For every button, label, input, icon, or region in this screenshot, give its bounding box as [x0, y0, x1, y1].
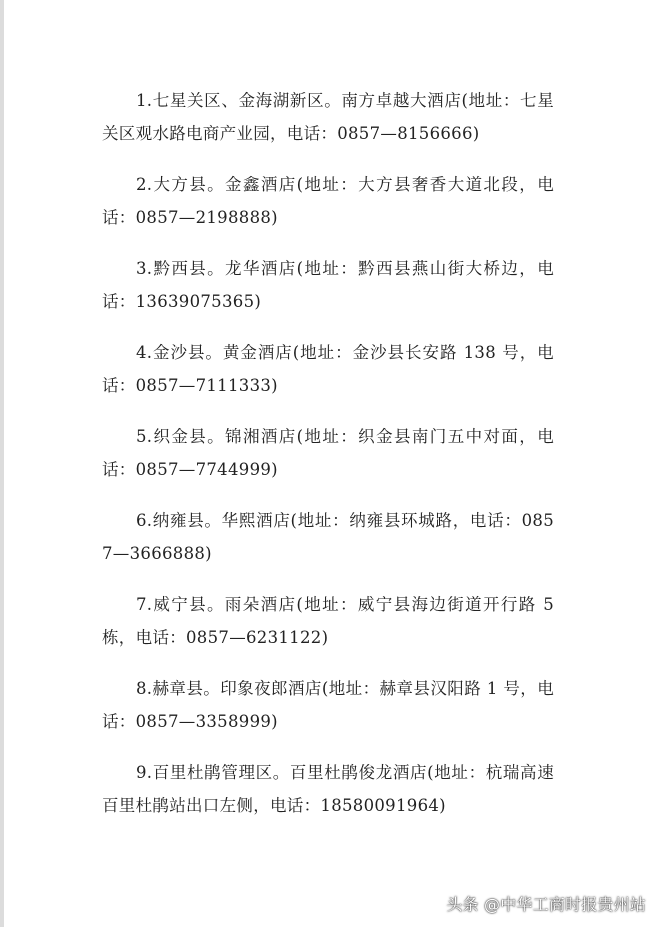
hotel-entry-1: 1.七星关区、金海湖新区。南方卓越大酒店(地址：七星关区观水路电商产业园，电话：0857—8156666): [102, 91, 554, 143]
hotel-entry-9: 9.百里杜鹃管理区。百里杜鹃俊龙酒店(地址：杭瑞高速百里杜鹃站出口左侧，电话：18580091964): [102, 763, 554, 815]
hotel-entry-4: 4.金沙县。黄金酒店(地址：金沙县长安路 138 号，电话：0857—7111333): [102, 343, 554, 395]
page-left-border: [0, 0, 4, 927]
document-body: [102, 84, 554, 840]
hotel-entry-2: 2.大方县。金鑫酒店(地址：大方县奢香大道北段，电话：0857—2198888): [102, 175, 554, 227]
hotel-entry-3: 3.黔西县。龙华酒店(地址：黔西县燕山街大桥边，电话：13639075365): [102, 259, 554, 311]
hotel-entry-8: 8.赫章县。印象夜郎酒店(地址：赫章县汉阳路 1 号，电话：0857—3358999): [102, 679, 554, 731]
hotel-entry-7: 7.威宁县。雨朵酒店(地址：威宁县海边街道开行路 5 栋，电话：0857—6231122): [102, 595, 554, 647]
hotel-entry-6: 6.纳雍县。华熙酒店(地址：纳雍县环城路，电话：0857—3666888): [102, 511, 554, 563]
source-watermark: 头条 @中华工商时报贵州站: [446, 894, 646, 914]
hotel-entry-5: 5.织金县。锦湘酒店(地址：织金县南门五中对面，电话：0857—7744999): [102, 427, 554, 479]
